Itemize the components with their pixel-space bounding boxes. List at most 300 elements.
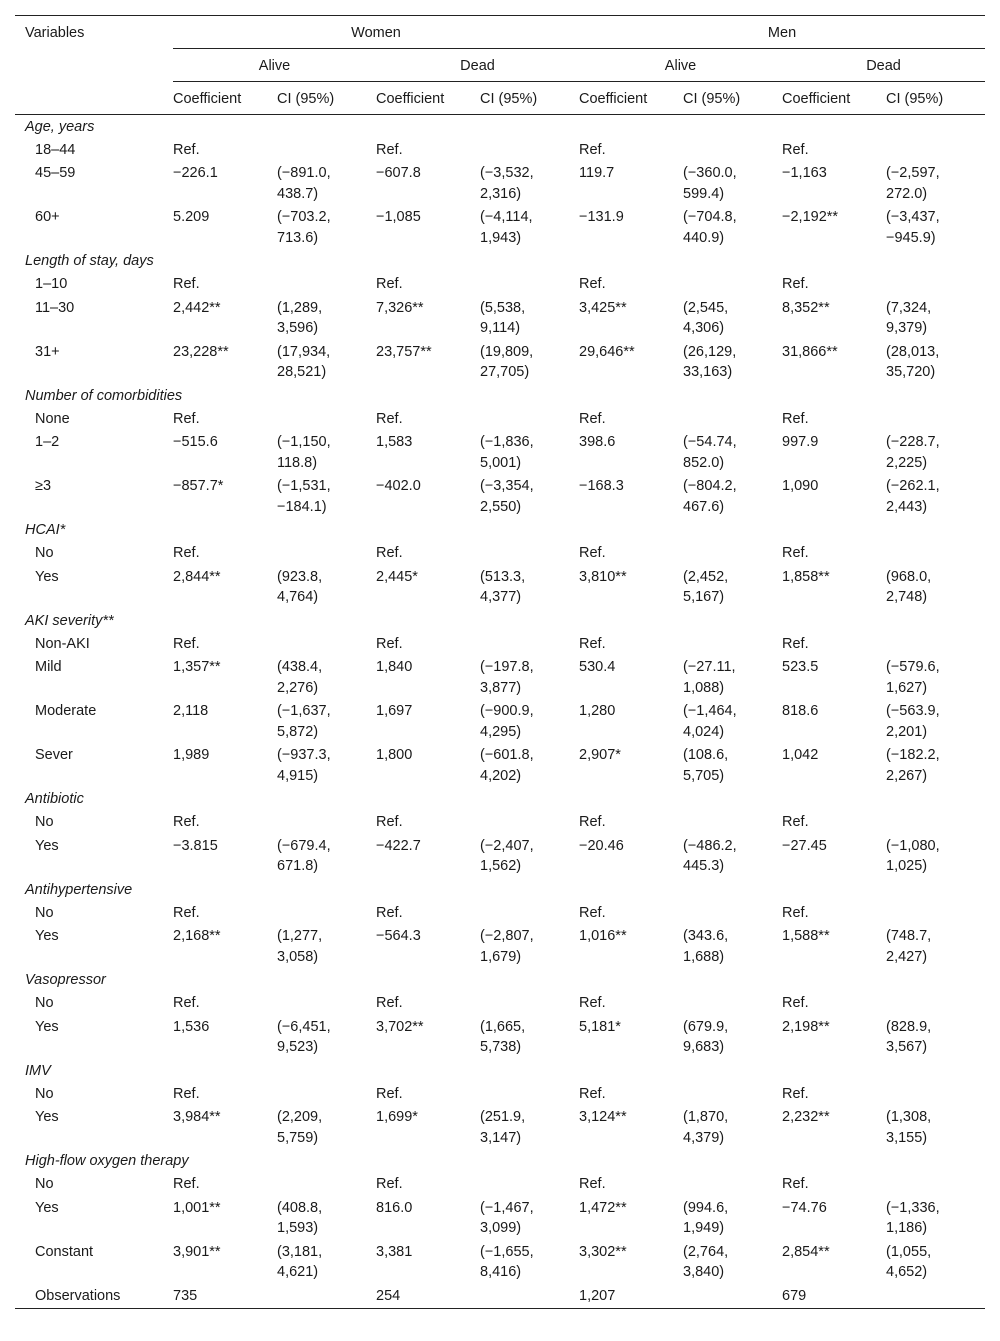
coefficient-cell: 3,302** bbox=[579, 1243, 627, 1260]
row-label: No bbox=[35, 904, 54, 921]
table-row bbox=[15, 474, 985, 518]
coefficient-cell: 735 bbox=[173, 1284, 277, 1309]
regression-table bbox=[15, 15, 985, 1309]
ci-cell: (26,129, 33,163) bbox=[683, 343, 737, 380]
coefficient-cell: 3,381 bbox=[376, 1243, 413, 1260]
ci-cell: (−1,836, 5,001) bbox=[480, 434, 534, 471]
coefficient-cell: −422.7 bbox=[376, 837, 421, 854]
table-row bbox=[15, 1015, 985, 1059]
coefficient-cell: Ref. bbox=[579, 1085, 606, 1102]
group-label: High-flow oxygen therapy bbox=[25, 1153, 189, 1169]
ci-cell bbox=[683, 632, 782, 656]
coefficient-cell: 3,702** bbox=[376, 1018, 424, 1035]
row-label: Moderate bbox=[35, 703, 97, 719]
coefficient-cell: 1,357** bbox=[173, 659, 221, 675]
ci-cell: (3,181, 4,621) bbox=[277, 1243, 323, 1280]
coefficient-cell: 1,800 bbox=[376, 747, 413, 763]
table-body bbox=[15, 115, 985, 1309]
ci-header: CI (95%) bbox=[886, 82, 985, 115]
table-row bbox=[15, 296, 985, 340]
coefficient-cell: 1,280 bbox=[579, 703, 616, 719]
table-row bbox=[15, 430, 985, 474]
group-label: Antihypertensive bbox=[25, 881, 133, 898]
coefficient-cell: 2,854** bbox=[782, 1243, 830, 1260]
ci-cell: (−54.74, 852.0) bbox=[683, 434, 737, 471]
ci-cell: (1,289, 3,596) bbox=[277, 299, 323, 336]
ci-cell bbox=[886, 407, 985, 431]
table-row bbox=[15, 834, 985, 878]
coefficient-cell: 530.4 bbox=[579, 659, 616, 675]
table-row bbox=[15, 272, 985, 296]
group-row bbox=[15, 1059, 985, 1082]
ci-cell bbox=[277, 407, 376, 431]
men-alive-header: Alive bbox=[579, 49, 782, 82]
coefficient-cell: Ref. bbox=[376, 276, 403, 292]
coefficient-header: Coefficient bbox=[173, 82, 277, 115]
ci-cell: (−3,437, −945.9) bbox=[886, 209, 940, 246]
coefficient-cell: 8,352** bbox=[782, 299, 830, 316]
ci-cell bbox=[277, 810, 376, 834]
ci-cell: (−1,531, −184.1) bbox=[277, 478, 331, 515]
ci-cell bbox=[480, 901, 579, 925]
coefficient-cell: −607.8 bbox=[376, 165, 421, 181]
ci-cell bbox=[886, 1284, 985, 1309]
ci-cell bbox=[683, 541, 782, 565]
coefficient-cell: Ref. bbox=[782, 995, 809, 1011]
table-row bbox=[15, 161, 985, 205]
ci-cell: (−1,336, 1,186) bbox=[886, 1199, 940, 1236]
coefficient-cell: Ref. bbox=[782, 141, 809, 158]
ci-cell: (251.9, 3,147) bbox=[480, 1109, 526, 1146]
coefficient-cell: Ref. bbox=[782, 276, 809, 292]
coefficient-cell: 2,445* bbox=[376, 568, 418, 585]
coefficient-cell: 2,844** bbox=[173, 568, 221, 585]
coefficient-cell: 679 bbox=[782, 1284, 886, 1309]
row-label: No bbox=[35, 545, 54, 561]
row-label: 1–2 bbox=[35, 434, 60, 450]
ci-cell: (1,055, 4,652) bbox=[886, 1243, 932, 1280]
coefficient-cell: −1,085 bbox=[376, 209, 421, 225]
coefficient-cell: Ref. bbox=[782, 545, 809, 561]
row-label: No bbox=[35, 1176, 54, 1192]
row-label: No bbox=[35, 995, 54, 1011]
ci-cell: (679.9, 9,683) bbox=[683, 1018, 729, 1055]
ci-cell: (−182.2, 2,267) bbox=[886, 747, 940, 784]
coefficient-cell: 254 bbox=[376, 1284, 480, 1309]
table-row bbox=[15, 541, 985, 565]
coefficient-cell: 29,646** bbox=[579, 343, 635, 360]
ci-cell: (−228.7, 2,225) bbox=[886, 434, 940, 471]
coefficient-cell: Ref. bbox=[173, 904, 200, 921]
ci-cell: (−486.2, 445.3) bbox=[683, 837, 737, 874]
ci-cell bbox=[480, 991, 579, 1015]
coefficient-cell: Ref. bbox=[173, 1176, 200, 1192]
coefficient-cell: 1,858** bbox=[782, 568, 830, 585]
men-dead-header: Dead bbox=[782, 49, 985, 82]
coefficient-cell: −131.9 bbox=[579, 209, 624, 225]
ci-cell: (−1,464, 4,024) bbox=[683, 703, 737, 740]
coefficient-cell: Ref. bbox=[579, 814, 606, 830]
coefficient-cell: Ref. bbox=[376, 635, 403, 652]
group-label: Age, years bbox=[25, 119, 95, 135]
coefficient-cell: 5,181* bbox=[579, 1018, 621, 1035]
ci-header: CI (95%) bbox=[683, 82, 782, 115]
row-label: Observations bbox=[15, 1284, 173, 1309]
coefficient-cell: 1,989 bbox=[173, 747, 210, 763]
coefficient-cell: −564.3 bbox=[376, 928, 421, 944]
coefficient-cell: 2,198** bbox=[782, 1018, 830, 1035]
ci-cell: (−27.11, 1,088) bbox=[683, 659, 736, 696]
coefficient-cell: 1,016** bbox=[579, 928, 627, 944]
group-row bbox=[15, 1149, 985, 1172]
coefficient-cell: 818.6 bbox=[782, 703, 819, 719]
ci-cell: (−197.8, 3,877) bbox=[480, 659, 534, 696]
row-label: Yes bbox=[35, 1199, 59, 1216]
coefficient-cell: 3,984** bbox=[173, 1109, 221, 1125]
ci-cell: (−1,150, 118.8) bbox=[277, 434, 331, 471]
coefficient-cell: 5.209 bbox=[173, 209, 210, 225]
ci-cell bbox=[886, 901, 985, 925]
ci-cell: (−579.6, 1,627) bbox=[886, 659, 940, 696]
row-label: Yes bbox=[35, 928, 59, 944]
group-label: Number of comorbidities bbox=[25, 387, 183, 404]
table-row bbox=[15, 1082, 985, 1106]
group-row bbox=[15, 249, 985, 272]
ci-cell bbox=[277, 901, 376, 925]
ci-cell bbox=[277, 1082, 376, 1106]
coefficient-cell: Ref. bbox=[173, 410, 200, 427]
ci-cell bbox=[480, 1284, 579, 1309]
coefficient-cell: 1,840 bbox=[376, 659, 413, 675]
ci-cell bbox=[683, 407, 782, 431]
coefficient-cell: 23,757** bbox=[376, 343, 432, 360]
ci-cell: (968.0, 2,748) bbox=[886, 568, 932, 605]
row-label: ≥3 bbox=[35, 478, 52, 494]
ci-cell bbox=[277, 541, 376, 565]
ci-cell bbox=[277, 272, 376, 296]
coefficient-cell: 816.0 bbox=[376, 1199, 413, 1216]
ci-cell: (1,870, 4,379) bbox=[683, 1109, 729, 1146]
row-label: 31+ bbox=[35, 343, 60, 360]
group-label: AKI severity** bbox=[25, 612, 114, 629]
ci-cell bbox=[886, 810, 985, 834]
ci-cell bbox=[277, 632, 376, 656]
ci-cell bbox=[886, 632, 985, 656]
ci-cell: (−360.0, 599.4) bbox=[683, 165, 737, 202]
ci-cell: (−601.8, 4,202) bbox=[480, 747, 534, 784]
women-header: Women bbox=[173, 16, 579, 49]
coefficient-cell: Ref. bbox=[782, 1085, 809, 1102]
ci-cell bbox=[480, 1172, 579, 1196]
ci-cell bbox=[886, 138, 985, 162]
row-label: Non-AKI bbox=[35, 635, 90, 652]
coefficient-cell: Ref. bbox=[173, 1085, 200, 1102]
coefficient-cell: 1,001** bbox=[173, 1199, 221, 1216]
ci-cell: (−2,407, 1,562) bbox=[480, 837, 534, 874]
ci-cell: (7,324, 9,379) bbox=[886, 299, 932, 336]
coefficient-header: Coefficient bbox=[579, 82, 683, 115]
row-label: Yes bbox=[35, 1018, 59, 1035]
ci-cell: (−1,080, 1,025) bbox=[886, 837, 940, 874]
coefficient-cell: 1,042 bbox=[782, 747, 819, 763]
coefficient-cell: 3,124** bbox=[579, 1109, 627, 1125]
men-header: Men bbox=[579, 16, 985, 49]
coefficient-cell: −74.76 bbox=[782, 1199, 827, 1216]
coefficient-cell: Ref. bbox=[579, 141, 606, 158]
coefficient-cell: Ref. bbox=[579, 995, 606, 1011]
row-label: 1–10 bbox=[35, 276, 68, 292]
women-alive-header: Alive bbox=[173, 49, 376, 82]
ci-cell: (−703.2, 713.6) bbox=[277, 209, 331, 246]
ci-cell: (−4,114, 1,943) bbox=[480, 209, 533, 246]
ci-header: CI (95%) bbox=[277, 82, 376, 115]
coefficient-cell: Ref. bbox=[782, 410, 809, 427]
ci-cell: (−891.0, 438.7) bbox=[277, 165, 331, 202]
coefficient-cell: 2,168** bbox=[173, 928, 221, 944]
ci-cell: (−262.1, 2,443) bbox=[886, 478, 940, 515]
table-row bbox=[15, 1172, 985, 1196]
coefficient-cell: Ref. bbox=[579, 904, 606, 921]
coefficient-cell: Ref. bbox=[579, 1176, 606, 1192]
coefficient-cell: Ref. bbox=[376, 995, 403, 1011]
ci-cell: (−704.8, 440.9) bbox=[683, 209, 737, 246]
coefficient-cell: −402.0 bbox=[376, 478, 421, 494]
ci-cell: (28,013, 35,720) bbox=[886, 343, 940, 380]
ci-cell bbox=[277, 1172, 376, 1196]
coefficient-cell: 3,901** bbox=[173, 1243, 221, 1260]
ci-cell bbox=[683, 272, 782, 296]
coefficient-cell: Ref. bbox=[173, 545, 200, 561]
row-label: No bbox=[35, 814, 54, 830]
ci-cell: (−2,807, 1,679) bbox=[480, 928, 534, 965]
coefficient-cell: −3.815 bbox=[173, 837, 218, 854]
ci-cell: (−2,597, 272.0) bbox=[886, 165, 940, 202]
coefficient-cell: 997.9 bbox=[782, 434, 819, 450]
coefficient-cell: Ref. bbox=[376, 1085, 403, 1102]
row-label: Yes bbox=[35, 837, 59, 854]
ci-cell: (994.6, 1,949) bbox=[683, 1199, 729, 1236]
table-row bbox=[15, 407, 985, 431]
coefficient-cell: 1,697 bbox=[376, 703, 413, 719]
coefficient-cell: Ref. bbox=[782, 635, 809, 652]
coefficient-cell: Ref. bbox=[173, 141, 200, 158]
table-row bbox=[15, 810, 985, 834]
group-row bbox=[15, 115, 985, 138]
ci-cell bbox=[480, 407, 579, 431]
group-label: Antibiotic bbox=[25, 791, 84, 807]
ci-cell: (2,452, 5,167) bbox=[683, 568, 729, 605]
ci-cell: (438.4, 2,276) bbox=[277, 659, 323, 696]
coefficient-cell: −20.46 bbox=[579, 837, 624, 854]
row-label: No bbox=[35, 1085, 54, 1102]
coefficient-cell: 1,536 bbox=[173, 1018, 210, 1035]
ci-cell: (5,538, 9,114) bbox=[480, 299, 526, 336]
coefficient-cell: 23,228** bbox=[173, 343, 229, 360]
coefficient-cell: Ref. bbox=[782, 904, 809, 921]
coefficient-cell: 2,442** bbox=[173, 299, 221, 316]
coefficient-cell: 1,090 bbox=[782, 478, 819, 494]
ci-cell bbox=[480, 632, 579, 656]
coefficient-cell: Ref. bbox=[173, 995, 200, 1011]
ci-cell: (−1,655, 8,416) bbox=[480, 1243, 534, 1280]
ci-cell bbox=[683, 810, 782, 834]
coefficient-cell: Ref. bbox=[376, 141, 403, 158]
ci-cell bbox=[886, 991, 985, 1015]
coefficient-cell: Ref. bbox=[376, 904, 403, 921]
table-row bbox=[15, 1240, 985, 1284]
ci-cell bbox=[683, 138, 782, 162]
ci-cell: (2,209, 5,759) bbox=[277, 1109, 323, 1146]
ci-cell: (2,545, 4,306) bbox=[683, 299, 729, 336]
ci-cell: (−3,532, 2,316) bbox=[480, 165, 534, 202]
row-label: 18–44 bbox=[35, 141, 76, 158]
coefficient-cell: −168.3 bbox=[579, 478, 624, 494]
coefficient-cell: −226.1 bbox=[173, 165, 218, 181]
ci-cell bbox=[886, 1082, 985, 1106]
ci-cell: (−563.9, 2,201) bbox=[886, 703, 940, 740]
coefficient-cell: −857.7* bbox=[173, 478, 224, 494]
ci-cell: (−679.4, 671.8) bbox=[277, 837, 331, 874]
table-row bbox=[15, 1105, 985, 1149]
group-row bbox=[15, 384, 985, 407]
ci-cell bbox=[886, 1172, 985, 1196]
group-row bbox=[15, 609, 985, 632]
ci-cell: (1,277, 3,058) bbox=[277, 928, 323, 965]
row-label: Yes bbox=[35, 1109, 59, 1125]
coefficient-cell: 119.7 bbox=[579, 165, 615, 181]
women-dead-header: Dead bbox=[376, 49, 579, 82]
coefficient-cell: 2,232** bbox=[782, 1109, 830, 1125]
group-row bbox=[15, 878, 985, 901]
coefficient-cell: Ref. bbox=[376, 410, 403, 427]
group-label: HCAI* bbox=[25, 522, 66, 538]
group-row bbox=[15, 968, 985, 991]
coefficient-cell: Ref. bbox=[579, 545, 606, 561]
coefficient-cell: 398.6 bbox=[579, 434, 616, 450]
ci-cell bbox=[277, 138, 376, 162]
ci-cell: (−6,451, 9,523) bbox=[277, 1018, 331, 1055]
coefficient-cell: 1,583 bbox=[376, 434, 413, 450]
ci-cell: (923.8, 4,764) bbox=[277, 568, 323, 605]
coefficient-cell: 523.5 bbox=[782, 659, 819, 675]
ci-cell bbox=[886, 541, 985, 565]
ci-cell bbox=[277, 1284, 376, 1309]
coefficient-cell: Ref. bbox=[782, 814, 809, 830]
coefficient-cell: 2,118 bbox=[173, 703, 209, 719]
row-label: Yes bbox=[35, 568, 59, 585]
ci-cell: (1,308, 3,155) bbox=[886, 1109, 932, 1146]
ci-cell bbox=[480, 810, 579, 834]
ci-cell bbox=[480, 541, 579, 565]
coefficient-cell: Ref. bbox=[782, 1176, 809, 1192]
table-row bbox=[15, 924, 985, 968]
ci-cell: (343.6, 1,688) bbox=[683, 928, 729, 965]
coefficient-cell: Ref. bbox=[173, 635, 200, 652]
group-row bbox=[15, 518, 985, 541]
ci-cell: (−804.2, 467.6) bbox=[683, 478, 737, 515]
group-label: Vasopressor bbox=[25, 972, 106, 988]
table-row bbox=[15, 743, 985, 787]
ci-cell bbox=[683, 1082, 782, 1106]
ci-cell bbox=[683, 991, 782, 1015]
ci-cell: (513.3, 4,377) bbox=[480, 568, 526, 605]
group-label: Length of stay, days bbox=[25, 253, 154, 269]
coefficient-cell: 3,425** bbox=[579, 299, 627, 316]
ci-cell bbox=[683, 1172, 782, 1196]
ci-cell bbox=[480, 1082, 579, 1106]
coefficient-cell: Ref. bbox=[579, 410, 606, 427]
coefficient-cell: 2,907* bbox=[579, 747, 621, 763]
coefficient-cell: Ref. bbox=[376, 814, 403, 830]
ci-cell: (408.8, 1,593) bbox=[277, 1199, 323, 1236]
coefficient-header: Coefficient bbox=[376, 82, 480, 115]
table-row bbox=[15, 138, 985, 162]
ci-cell bbox=[480, 138, 579, 162]
row-label: 45–59 bbox=[35, 165, 76, 181]
ci-cell: (17,934, 28,521) bbox=[277, 343, 331, 380]
coefficient-cell: Ref. bbox=[173, 276, 200, 292]
table-row bbox=[15, 565, 985, 609]
coefficient-cell: −27.45 bbox=[782, 837, 827, 854]
coefficient-cell: 3,810** bbox=[579, 568, 627, 585]
coefficient-cell: Ref. bbox=[579, 276, 606, 292]
row-label: Sever bbox=[35, 747, 73, 763]
table-row bbox=[15, 901, 985, 925]
ci-cell: (748.7, 2,427) bbox=[886, 928, 932, 965]
coefficient-cell: 1,207 bbox=[579, 1284, 683, 1309]
ci-cell: (1,665, 5,738) bbox=[480, 1018, 526, 1055]
ci-cell: (−3,354, 2,550) bbox=[480, 478, 534, 515]
coefficient-cell: Ref. bbox=[173, 814, 200, 830]
coefficient-cell: 31,866** bbox=[782, 343, 838, 360]
coefficient-cell: −2,192** bbox=[782, 209, 839, 225]
ci-cell: (828.9, 3,567) bbox=[886, 1018, 932, 1055]
ci-cell bbox=[886, 272, 985, 296]
coefficient-cell: 1,472** bbox=[579, 1199, 627, 1216]
table-row bbox=[15, 340, 985, 384]
coefficient-cell: Ref. bbox=[376, 1176, 403, 1192]
ci-cell bbox=[683, 1284, 782, 1309]
row-label: Constant bbox=[35, 1243, 94, 1260]
coefficient-header: Coefficient bbox=[782, 82, 886, 115]
variables-header: Variables bbox=[15, 16, 173, 49]
group-row bbox=[15, 787, 985, 810]
ci-cell bbox=[277, 991, 376, 1015]
row-label: Mild bbox=[35, 659, 62, 675]
coefficient-cell: 1,699* bbox=[376, 1109, 418, 1125]
row-label: 11–30 bbox=[35, 299, 75, 316]
ci-cell bbox=[480, 272, 579, 296]
ci-cell: (108.6, 5,705) bbox=[683, 747, 729, 784]
coefficient-cell: Ref. bbox=[376, 545, 403, 561]
table-row bbox=[15, 205, 985, 249]
ci-cell: (2,764, 3,840) bbox=[683, 1243, 729, 1280]
ci-header: CI (95%) bbox=[480, 82, 579, 115]
table-row bbox=[15, 991, 985, 1015]
table-row bbox=[15, 1196, 985, 1240]
ci-cell: (−1,467, 3,099) bbox=[480, 1199, 534, 1236]
coefficient-cell: −515.6 bbox=[173, 434, 218, 450]
ci-cell: (−1,637, 5,872) bbox=[277, 703, 331, 740]
group-label: IMV bbox=[25, 1062, 51, 1079]
coefficient-cell: −1,163 bbox=[782, 165, 827, 181]
table-row bbox=[15, 1284, 985, 1309]
row-label: None bbox=[35, 410, 70, 427]
table-row bbox=[15, 632, 985, 656]
ci-cell: (−900.9, 4,295) bbox=[480, 703, 534, 740]
table-row bbox=[15, 699, 985, 743]
coefficient-cell: 1,588** bbox=[782, 928, 830, 944]
